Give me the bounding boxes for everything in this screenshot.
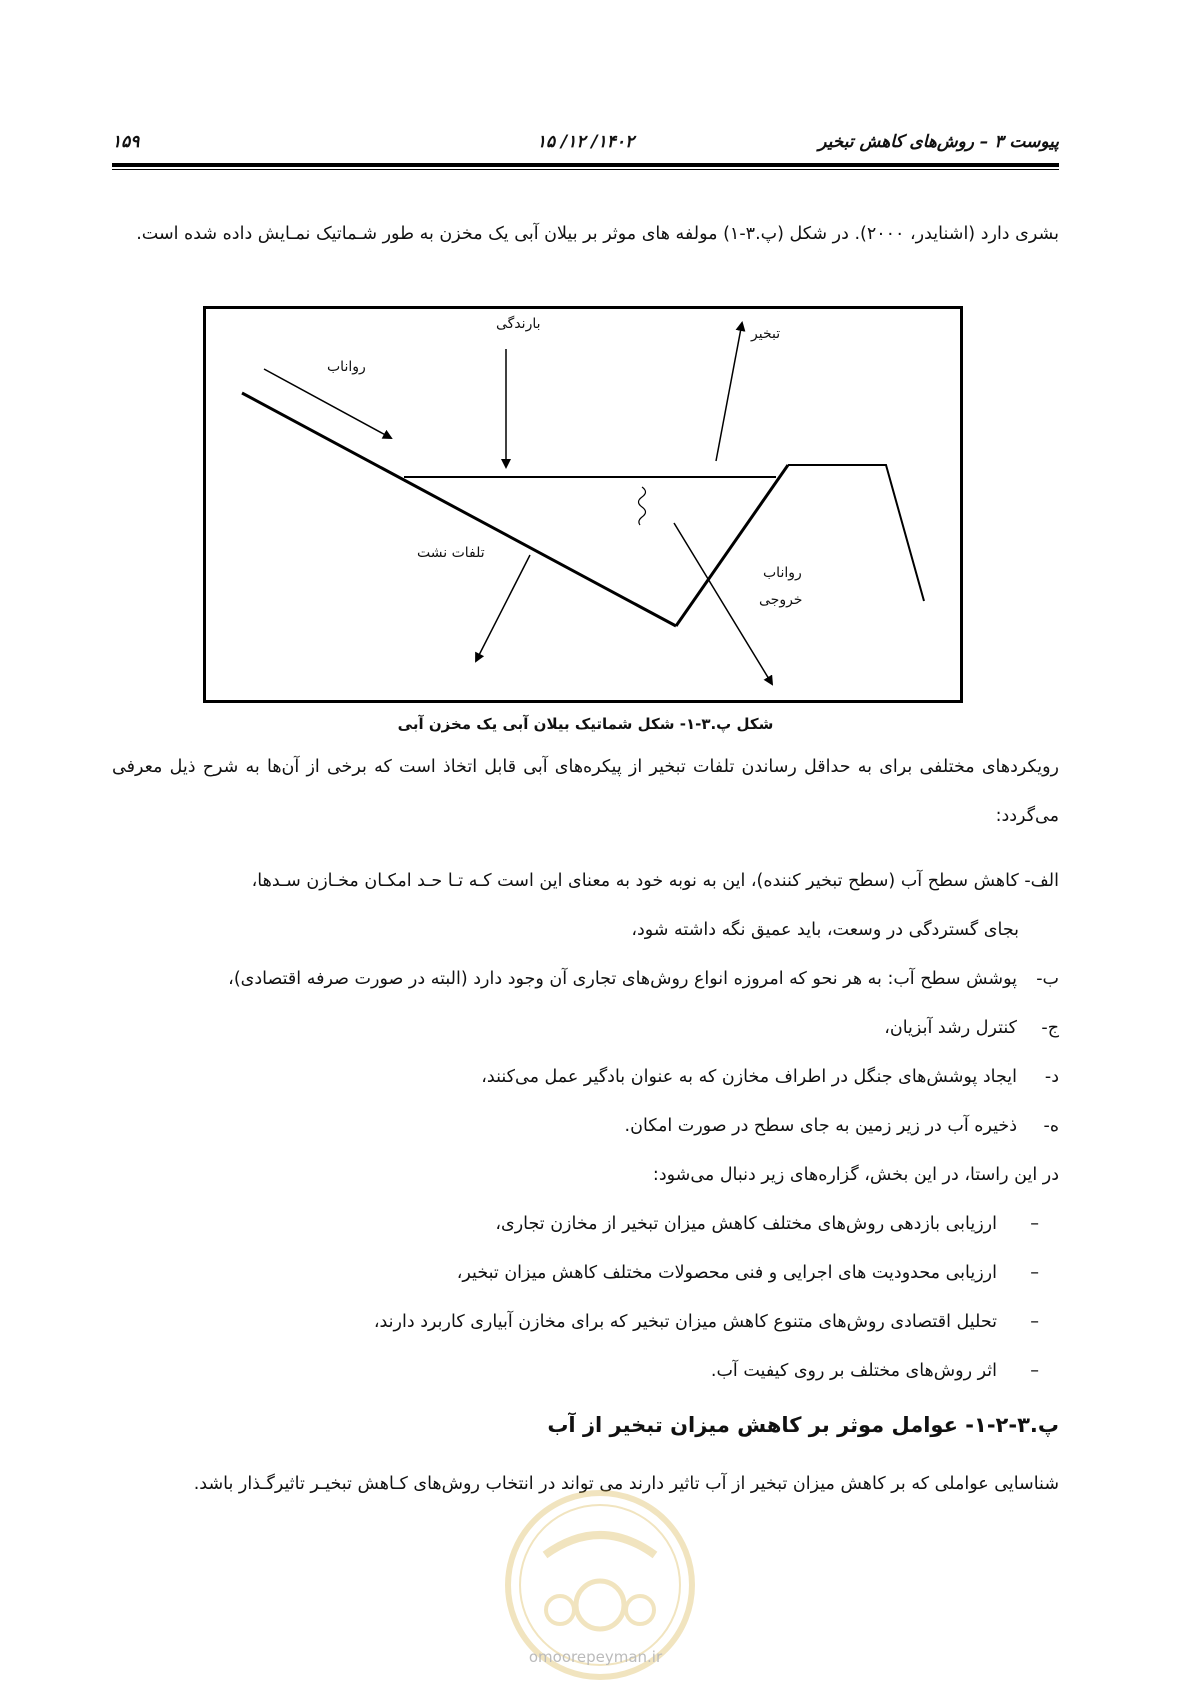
seepage-arrow <box>476 555 530 661</box>
list-item-text: پوشش سطح آب: به هر نحو که امروزه انواع روش‌های تجاری آن وجود دارد (البته در صورت صرفه اقتصادی)، <box>228 969 1017 989</box>
list-item-text: ارزیابی بازدهی روش‌های مختلف کاهش میزان تبخیر از مخازن تجاری، <box>495 1214 997 1234</box>
approaches-paragraph: رویکردهای مختلفی برای به حداقل رساندن تلفات تبخیر از پیکره‌های آبی قابل اتخاذ است که برخی از آن‌ها به شرح ذیل معرفی می‌گردد: <box>112 757 1059 826</box>
list-item <box>228 955 1059 1004</box>
list-item <box>374 1249 1039 1298</box>
lettered-list <box>228 955 1059 1200</box>
list-item <box>228 1004 1059 1053</box>
header-rule-thick <box>112 163 1059 167</box>
item-alef-line2: بجای گستردگی در وسعت، باید عمیق نگه داشته شود، <box>631 920 1019 940</box>
list-item-text: کنترل رشد آبزیان، <box>884 1018 1017 1038</box>
section-intro: در این راستا، در این بخش، گزاره‌های زیر دنبال می‌شود: <box>652 1165 1059 1185</box>
header-page-number: ۱۵۹ <box>112 132 140 152</box>
runoff-out-label-2: خروجی <box>759 592 803 608</box>
water-balance-diagram <box>206 309 960 700</box>
item-alef <box>132 857 1059 955</box>
list-item <box>374 1298 1039 1347</box>
dash-list <box>374 1200 1039 1396</box>
list-marker: ه- <box>1043 1116 1059 1136</box>
evaporation-label: تبخیر <box>751 326 781 342</box>
runoff-out-arrow <box>674 523 772 684</box>
list-item-text: ارزیابی محدودیت های اجرایی و فنی محصولات مختلف کاهش میزان تبخیر، <box>456 1263 997 1283</box>
dam-crest-line <box>788 465 924 601</box>
runoff-out-label-1: رواناب <box>763 565 802 581</box>
runoff-in-arrow <box>264 369 391 438</box>
list-item-text: ذخیره آب در زیر زمین به جای سطح در صورت امکان. <box>624 1116 1017 1136</box>
list-marker: – <box>1030 1263 1039 1283</box>
list-marker: – <box>1030 1361 1039 1381</box>
list-item <box>228 1102 1059 1151</box>
list-item-text: تحلیل اقتصادی روش‌های متنوع کاهش میزان تبخیر که برای مخازن آبیاری کاربرد دارند، <box>373 1312 997 1332</box>
list-marker: ج- <box>1041 1018 1059 1038</box>
evaporation-squiggle <box>639 487 646 525</box>
list-item <box>228 1053 1059 1102</box>
list-item-text: اثر روش‌های مختلف بر روی کیفیت آب. <box>710 1361 997 1381</box>
item-alef-line1: الف- کاهش سطح آب (سطح تبخیر کننده)، این به نوبه خود به معنای این است کـه تـا حـد امکـان مخـازن سـدها، <box>251 871 1059 891</box>
list-item <box>374 1347 1039 1396</box>
runoff-in-label: رواناب <box>327 359 366 375</box>
left-slope-line <box>242 393 676 626</box>
final-paragraph: شناسایی عواملی که بر کاهش میزان تبخیر از آب تاثیر دارند می تواند در انتخاب روش‌های کـاهش تبخیـر تاثیرگـذار باشد. <box>193 1474 1059 1494</box>
figure-caption: شکل پ.۳-۱- شکل شماتیک بیلان آبی یک مخزن آبی <box>397 715 774 733</box>
section-heading: پ.۳-۲-۱- عوامل موثر بر کاهش میزان تبخیر از آب <box>547 1413 1059 1437</box>
list-marker: – <box>1030 1214 1039 1234</box>
header-rule-thin <box>112 169 1059 170</box>
evaporation-arrow <box>716 323 742 461</box>
list-marker: د- <box>1044 1067 1059 1087</box>
page-header <box>112 128 1059 154</box>
list-item-text: ایجاد پوشش‌های جنگل در اطراف مخازن که به عنوان بادگیر عمل می‌کنند، <box>481 1067 1017 1087</box>
list-item <box>374 1200 1039 1249</box>
list-marker: – <box>1030 1312 1039 1332</box>
watermark-url: omoorepeyman.ir <box>528 1648 663 1666</box>
intro-paragraph: بشری دارد (اشنایدر، ۲۰۰۰). در شکل (پ.۳-۱) مولفه های موثر بر بیلان آبی یک مخزن به طور شـماتیک نمـایش داده شده است. <box>136 224 1059 244</box>
list-marker: ب- <box>1036 969 1059 989</box>
header-date: ۱۴۰۲/ ۱۲/ ۱۵ <box>536 132 635 152</box>
water-balance-figure <box>203 306 963 703</box>
seepage-label: تلفات نشت <box>417 545 485 561</box>
rainfall-label: بارندگی <box>496 316 541 332</box>
header-chapter-title: پیوست ۳ – روش‌های کاهش تبخیر <box>818 132 1059 152</box>
